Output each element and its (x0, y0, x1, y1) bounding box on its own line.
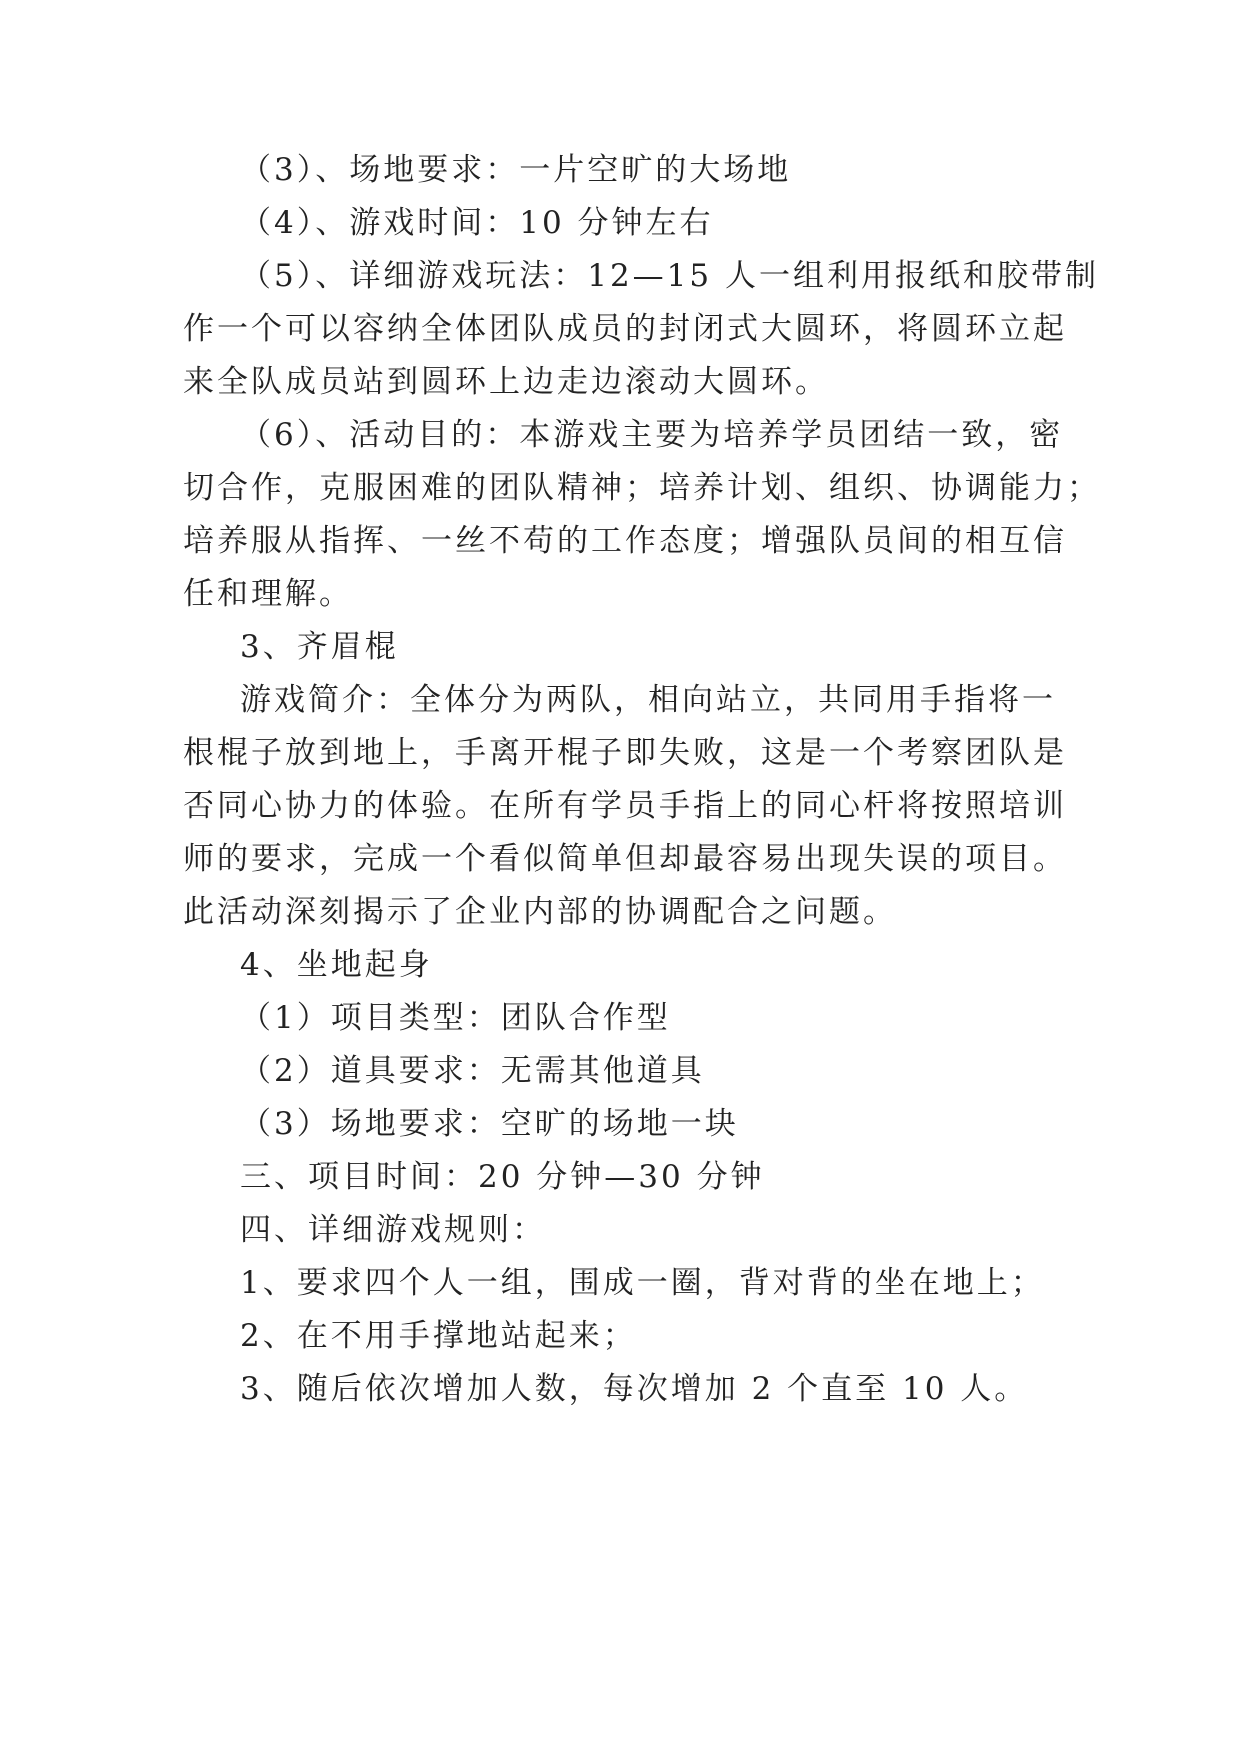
section-heading: 三、项目时间：20 分钟—30 分钟 (240, 1159, 765, 1195)
section-heading: 四、详细游戏规则： (240, 1212, 546, 1248)
text-line: （3）、场地要求：一片空旷的大场地 (240, 152, 792, 188)
text-line: 3、随后依次增加人数，每次增加 2 个直至 10 人。 (240, 1371, 1029, 1407)
text-line: （2）道具要求：无需其他道具 (240, 1053, 705, 1089)
text-line: （1）项目类型：团队合作型 (240, 1000, 671, 1036)
text-line: （5）、详细游戏玩法：12—15 人一组利用报纸和胶带制 (240, 258, 1099, 294)
text-line: 切合作，克服困难的团队精神；培养计划、组织、协调能力； (183, 470, 1101, 506)
text-line: 1、要求四个人一组，围成一圈，背对背的坐在地上； (240, 1265, 1045, 1301)
section-heading: 4、坐地起身 (240, 947, 433, 983)
text-line: （6）、活动目的：本游戏主要为培养学员团结一致，密 (240, 417, 1064, 453)
text-line: 根棍子放到地上，手离开棍子即失败，这是一个考察团队是 (183, 735, 1067, 771)
text-line: 游戏简介：全体分为两队，相向站立，共同用手指将一 (240, 682, 1056, 718)
text-line: 任和理解。 (183, 576, 353, 612)
section-heading: 3、齐眉棍 (240, 629, 399, 665)
text-line: 此活动深刻揭示了企业内部的协调配合之问题。 (183, 894, 897, 930)
text-line: 培养服从指挥、一丝不苟的工作态度；增强队员间的相互信 (183, 523, 1067, 559)
text-line: 来全队成员站到圆环上边走边滚动大圆环。 (183, 364, 829, 400)
text-line: 作一个可以容纳全体团队成员的封闭式大圆环，将圆环立起 (183, 311, 1067, 347)
text-line: 2、在不用手撑地站起来； (240, 1318, 637, 1354)
text-line: （4）、游戏时间：10 分钟左右 (240, 205, 714, 241)
text-line: （3）场地要求：空旷的场地一块 (240, 1106, 739, 1142)
text-line: 否同心协力的体验。在所有学员手指上的同心杆将按照培训 (183, 788, 1067, 824)
text-line: 师的要求，完成一个看似简单但却最容易出现失误的项目。 (183, 841, 1067, 877)
